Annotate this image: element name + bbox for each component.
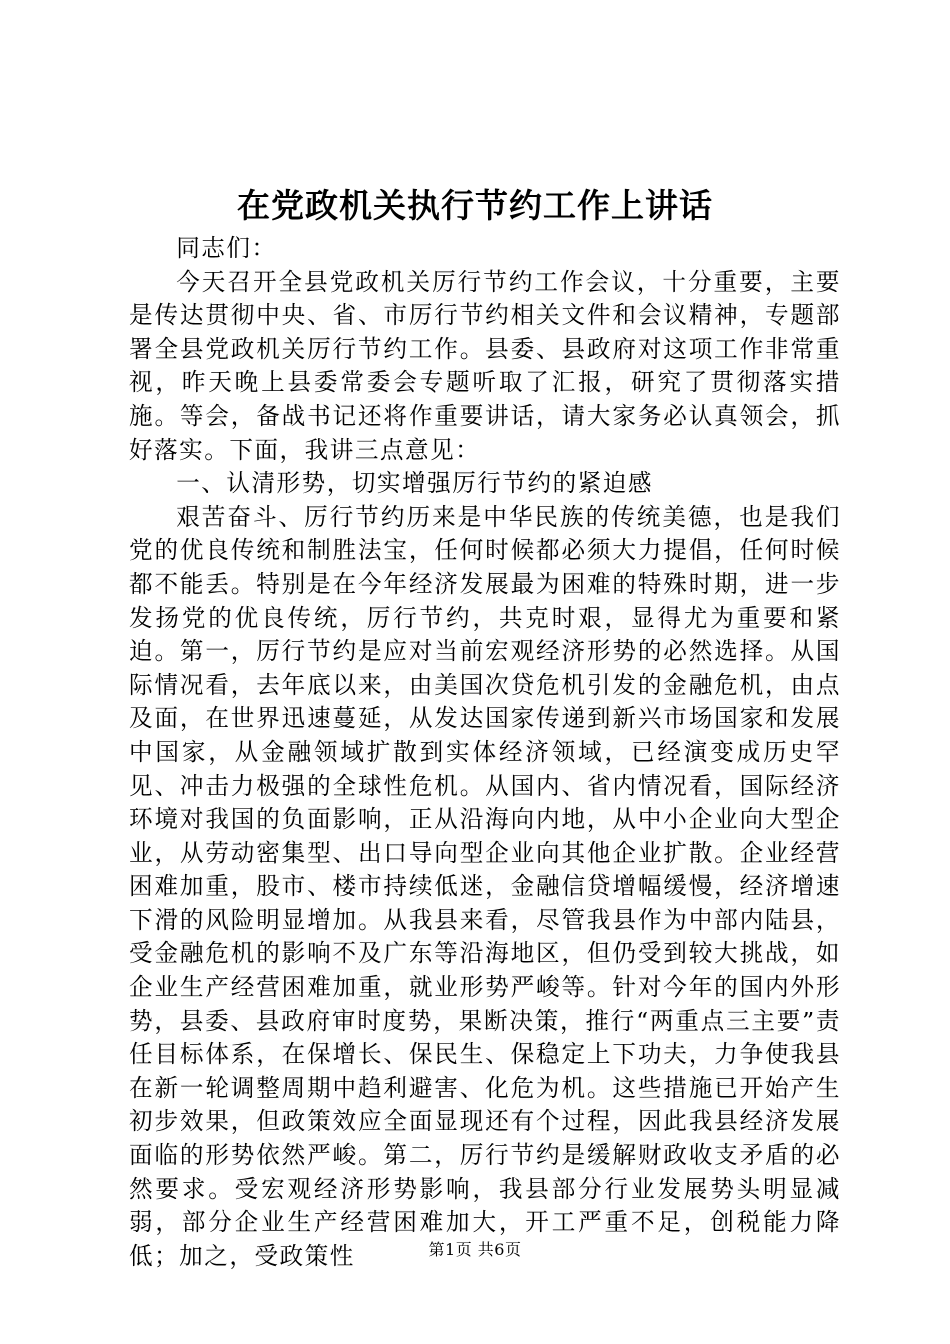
page-footer: 第1页 共6页	[428, 1240, 522, 1259]
salutation-paragraph: 同志们：	[176, 234, 277, 262]
body-paragraph: 艰苦奋斗、厉行节约历来是中华民族的传统美德，也是我们党的优良传统和制胜法宝，任何时候都必须大力提倡，任何时候都不能丢。特别是在今年经济发展最为困难的特殊时期，进一步发扬党的优良传统，厉行节约，共克时艰，显得尤为重要和紧迫。第一，厉行节约是应对当前宏观经济形势的必然选择。从国际情况看，去年底以来，由美国次贷危机引发的金融危机，由点及面，在世界迅速蔓延，从发达国家传递到新兴市场国家和发展中国家，从金融领域扩散到实体经济领域，已经演变成历史罕见、冲击力极强的全球性危机。从国内、省内情况看，国际经济环境对我国的负面影响，正从沿海向内地，从中小企业向大型企业，从劳动密集型、出口导向型企业向其他企业扩散。企业经营困难加重，股市、楼市持续低迷，金融信贷增幅缓慢，经济增速下滑的风险明显增加。从我县来看，尽管我县作为中部内陆县，受金融危机的影响不及广东等沿海地区，但仍受到较大挑战，如企业生产经营困难加重，就业形势严峻等。针对今年的国内外形势，县委、县政府审时度势，果断决策，推行“两重点三主要”责任目标体系，在保增长、保民生、保稳定上下功夫，力争使我县在新一轮调整周期中趋利避害、化危为机。这些措施已开始产生初步效果，但政策效应全面显现还有个过程，因此我县经济发展面临的形势依然严峻。第二，厉行节约是缓解财政收支矛盾的必然要求。受宏观经济形势影响，我县部分行业发展势头明显减弱，部分企业生产经营困难加大，开工严重不足，创税能力降低；加之，受政策性	[129, 502, 841, 1270]
section-heading: 一、认清形势，切实增强厉行节约的紧迫感	[176, 469, 653, 498]
document-body	[129, 232, 841, 1273]
document-title: 在党政机关执行节约工作上讲话	[237, 186, 713, 225]
intro-paragraph: 今天召开全县党政机关厉行节约工作会议，十分重要，主要是传达贯彻中央、省、市厉行节约相关文件和会议精神，专题部署全县党政机关厉行节约工作。县委、县政府对这项工作非常重视，昨天晚上县委常委会专题听取了汇报，研究了贯彻落实措施。等会，备战书记还将作重要讲话，请大家务必认真领会，抓好落实。下面，我讲三点意见：	[129, 267, 841, 464]
